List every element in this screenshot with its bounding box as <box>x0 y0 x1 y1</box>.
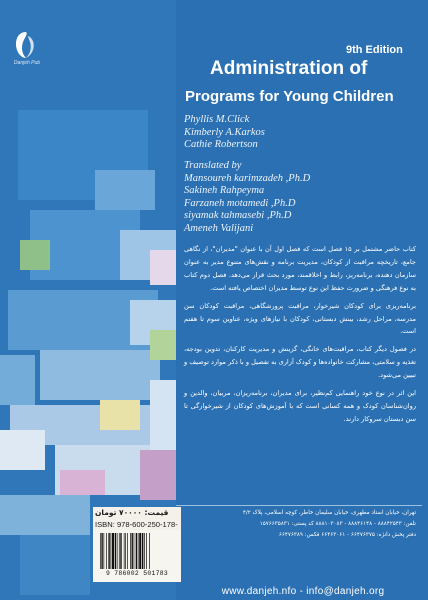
barcode-bar <box>120 533 121 569</box>
translator: Ameneh Valijani <box>184 222 254 234</box>
description-paragraph: این اثر در نوع خود راهنمایی کم‌نظیر، برای مدیران، برنامه‌ریزان، مربیان، والدین و روان‌شناسان کودک و همه کسانی است که با آموزش‌های کودکان از شیرخوارگی تا سن دبستان سروکار دارند. <box>184 389 416 423</box>
barcode-bar <box>112 533 114 569</box>
author: Phyllis M.Click <box>184 114 250 125</box>
translator: Sakineh Rahpeyma <box>184 185 265 196</box>
publisher-logo-icon <box>14 30 38 60</box>
address-line: تهران، خیابان استاد مطهری، خیابان سلیمان خاطر، کوچه اسلامی، پلاک ۴/۲ <box>242 510 416 516</box>
mosaic-tile <box>140 450 176 500</box>
address-line: دفتر پخش دانژه: ۶۶۴۷۶۳۷۵ - ۶۶۴۶۳۰۶۱ فکس: ۶۶۴۷۶۳۸۹ <box>278 532 416 538</box>
address-line: تلفن: ۸۸۸۴۲۵۴۳ - ۸۸۸۴۶۱۴۸ - ۸۸۸۱۰۳۰۸۳ کد پستی: ۱۵۷۶۶۳۵۸۳۱ <box>259 521 416 527</box>
barcode-bar <box>138 533 139 569</box>
mosaic-tile <box>40 350 160 400</box>
price-label: قیمت: ۷۰۰۰۰ تومان <box>95 508 169 517</box>
barcode-bar <box>100 533 101 569</box>
barcode-bar <box>149 533 150 569</box>
barcode-bar <box>130 533 131 569</box>
edition-label: 9th Edition <box>346 44 403 56</box>
mosaic-tile <box>150 330 176 360</box>
mosaic-tile <box>150 380 176 460</box>
mosaic-tile <box>0 430 45 470</box>
translators-list <box>184 160 310 235</box>
mosaic-tile <box>60 470 105 495</box>
barcode-bar <box>124 533 125 569</box>
author: Kimberly A.Karkos <box>184 126 265 138</box>
barcode-bar <box>115 533 116 569</box>
description-paragraph: در فصول دیگر کتاب، مراقبت‌های خانگی، گزینش و مدیریت کارکنان، تدوین بودجه، تغذیه و سلامتی، مشارکت خانواده‌ها و کودک آزاری به تفصیل و با ذکر موارد توصیف و تبیین می‌شود. <box>184 345 416 380</box>
translator: Mansoureh karimzadeh ,Ph.D <box>184 172 311 184</box>
barcode-bar <box>139 533 141 569</box>
barcode-bar <box>142 533 143 569</box>
barcode-bar <box>101 533 102 569</box>
book-title-line2: Programs for Young Children <box>185 88 394 105</box>
mosaic-tile <box>100 400 140 430</box>
barcode-bar <box>144 533 145 569</box>
mosaic-tile <box>0 495 90 535</box>
book-description <box>184 243 416 431</box>
barcode-bar <box>108 533 109 569</box>
translator: Farzaneh motamedi ,Ph.D <box>184 197 296 209</box>
barcode-bar <box>125 533 126 569</box>
barcode-bar <box>132 533 133 569</box>
translated-by-label: Translated by <box>184 160 242 171</box>
isbn-label: ISBN: 978-600-250-178- <box>93 519 181 530</box>
book-title-line1: Administration of <box>210 58 368 79</box>
description-paragraph: برنامه‌ریزی برای کودکان شیرخوار، مراقبت پرورشگاهی، مراقبت کودکان سن مدرسه، مراحل رشد، بینش دبستانی، کودکان با نیازهای ویژه، عناوین سوم تا هفتم است. <box>184 301 416 336</box>
mosaic-tile <box>95 170 155 210</box>
description-paragraph: کتاب حاضر مشتمل بر ۱۵ فصل است که فصل اول آن با عنوان "مدیران"، از نگاهی جامع، تاریخچه مراقبت از کودکان، مدیریت برنامه و نقش‌های متنوع مدیر به عنوان سازمان دهنده، برنامه‌ریز، رابط و اخلاقمند، مورد بحث قرار می‌دهد. فصل دوم کتاب به نوع فرهنگی و ضرورت حفظ این نوع توسط مدیران اختصاص یافته است. <box>184 245 416 292</box>
barcode-bar <box>106 533 107 569</box>
publisher-address <box>184 508 416 541</box>
barcode-bar <box>117 533 118 569</box>
barcode-icon <box>99 533 175 571</box>
barcode-bar <box>136 533 137 569</box>
barcode-bar <box>104 533 105 569</box>
authors-list <box>184 114 265 152</box>
mosaic-tile <box>20 240 50 270</box>
footer-website-email: www.danjeh.nfo - info@danjeh.org <box>221 586 385 597</box>
barcode-bar <box>119 533 120 569</box>
barcode-bar <box>134 533 135 569</box>
barcode-number: 9 786002 501783 <box>105 570 169 577</box>
divider <box>176 505 422 506</box>
barcode-bar <box>146 533 147 569</box>
translator: siyamak tahmasebi ,Ph.D <box>184 210 292 221</box>
mosaic-tile <box>150 250 176 285</box>
mosaic-tile <box>20 535 90 595</box>
author: Cathie Robertson <box>184 139 258 150</box>
publisher-logo-text: Danjeh Pub <box>13 60 41 66</box>
barcode-bar <box>111 533 112 569</box>
mosaic-tile <box>0 355 35 405</box>
barcode-bar <box>127 533 128 569</box>
